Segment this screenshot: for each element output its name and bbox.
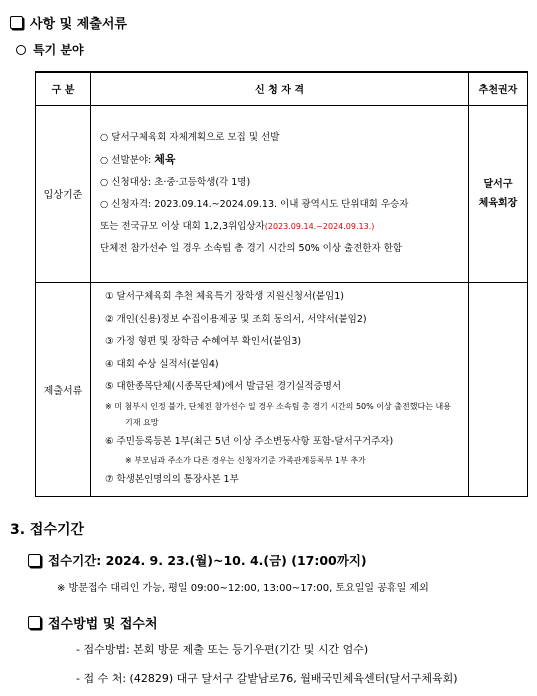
document-item: ③ 가정 형편 및 장학금 수혜여부 확인서(붙임3) xyxy=(105,336,302,348)
criteria-cell xyxy=(91,105,469,282)
criteria-line: 또는 전국규모 이상 대회 1,2,3위입상자(2023.09.14.~2024.09.13.) xyxy=(100,221,375,232)
field-value: 체육 xyxy=(154,153,176,166)
empty-recommender-cell xyxy=(469,282,528,496)
criteria-line: 단체전 참가선수 일 경우 소속팀 총 경기 시간의 50% 이상 출전한자 한함 xyxy=(100,243,403,254)
method-heading xyxy=(28,613,158,632)
address-line: - 접 수 처: (42829) 대구 달서구 갈밭남로76, 월배국민체육센터(달서구체육회) xyxy=(76,672,458,685)
row-label-documents: 제출서류 xyxy=(36,282,91,496)
table-row-documents xyxy=(36,282,528,496)
documents-cell xyxy=(91,282,469,496)
period-text: 접수기간: 2024. 9. 23.(월)~10. 4.(금) (17:00까지) xyxy=(48,553,367,568)
period-note: ※ 방문접수 대리인 가능, 평일 09:00~12:00, 13:00~17:00, 토요일일 공휴일 제외 xyxy=(57,583,429,594)
checkbox-square-icon xyxy=(10,16,23,29)
section-heading-text: 사항 및 제출서류 xyxy=(30,17,127,32)
document-item: ② 개인(신용)정보 수집이용제공 및 조회 동의서, 서약서(붙임2) xyxy=(105,313,367,325)
checkbox-square-icon xyxy=(28,616,41,629)
document-note: 기재 요망 xyxy=(125,417,159,427)
table-header-row xyxy=(36,72,528,105)
document-item: ① 달서구체육회 추천 체육특기 장학생 지원신청서(붙임1) xyxy=(105,291,344,303)
document-item: ④ 대회 수상 실적서(붙임4) xyxy=(105,358,219,370)
recommender-cell: 달서구 체육회장 xyxy=(469,105,528,282)
header-qualification: 신 청 자 격 xyxy=(91,72,469,105)
criteria-line: ○ 달서구체육회 자체계획으로 모집 및 선발 xyxy=(100,132,280,143)
section-heading xyxy=(10,13,127,32)
table-row-criteria xyxy=(36,105,528,282)
criteria-line: ○ 신청자격: 2023.09.14.~2024.09.13. 이내 광역시도 단위대회 우승자 xyxy=(100,199,409,210)
period-red-text: (2023.09.14.~2024.09.13.) xyxy=(264,222,375,231)
method-heading-text: 접수방법 및 접수처 xyxy=(48,617,158,632)
document-item: ⑦ 학생본인명의의 통장사본 1부 xyxy=(105,474,239,486)
document-note: ※ 미 첨부시 인정 불가, 단체전 참가선수 일 경우 소속팀 총 경기 시간의 50% 이상 출전했다는 내용 xyxy=(105,401,451,411)
document-note: ※ 부모님과 주소가 다른 경우는 신청자기준 가족관계등록부 1부 추가 xyxy=(125,456,366,466)
document-item: ⑥ 주민등록등본 1부(최근 5년 이상 주소변동사항 포함-달서구거주자) xyxy=(105,435,394,447)
subsection-heading xyxy=(16,41,84,58)
period-line xyxy=(28,551,367,569)
subsection-heading-text: 특기 분야 xyxy=(33,43,84,57)
method-line: - 접수방법: 본회 방문 제출 또는 등기우편(기간 및 시간 엄수) xyxy=(76,643,369,656)
header-recommender: 추천권자 xyxy=(469,72,528,105)
header-category: 구 분 xyxy=(36,72,91,105)
criteria-line: ○ 선발분야: 체육 xyxy=(100,153,176,166)
circle-bullet-icon xyxy=(16,45,26,55)
period-heading: 3. 접수기간 xyxy=(10,522,85,538)
document-item: ⑤ 대한종목단체(시종목단체)에서 발급된 경기실적증명서 xyxy=(105,381,342,393)
criteria-line: ○ 신청대상: 초·중·고등학생(각 1명) xyxy=(100,177,251,188)
qualification-table xyxy=(35,71,528,497)
checkbox-square-icon xyxy=(28,554,41,567)
row-label-criteria: 입상기준 xyxy=(36,105,91,282)
